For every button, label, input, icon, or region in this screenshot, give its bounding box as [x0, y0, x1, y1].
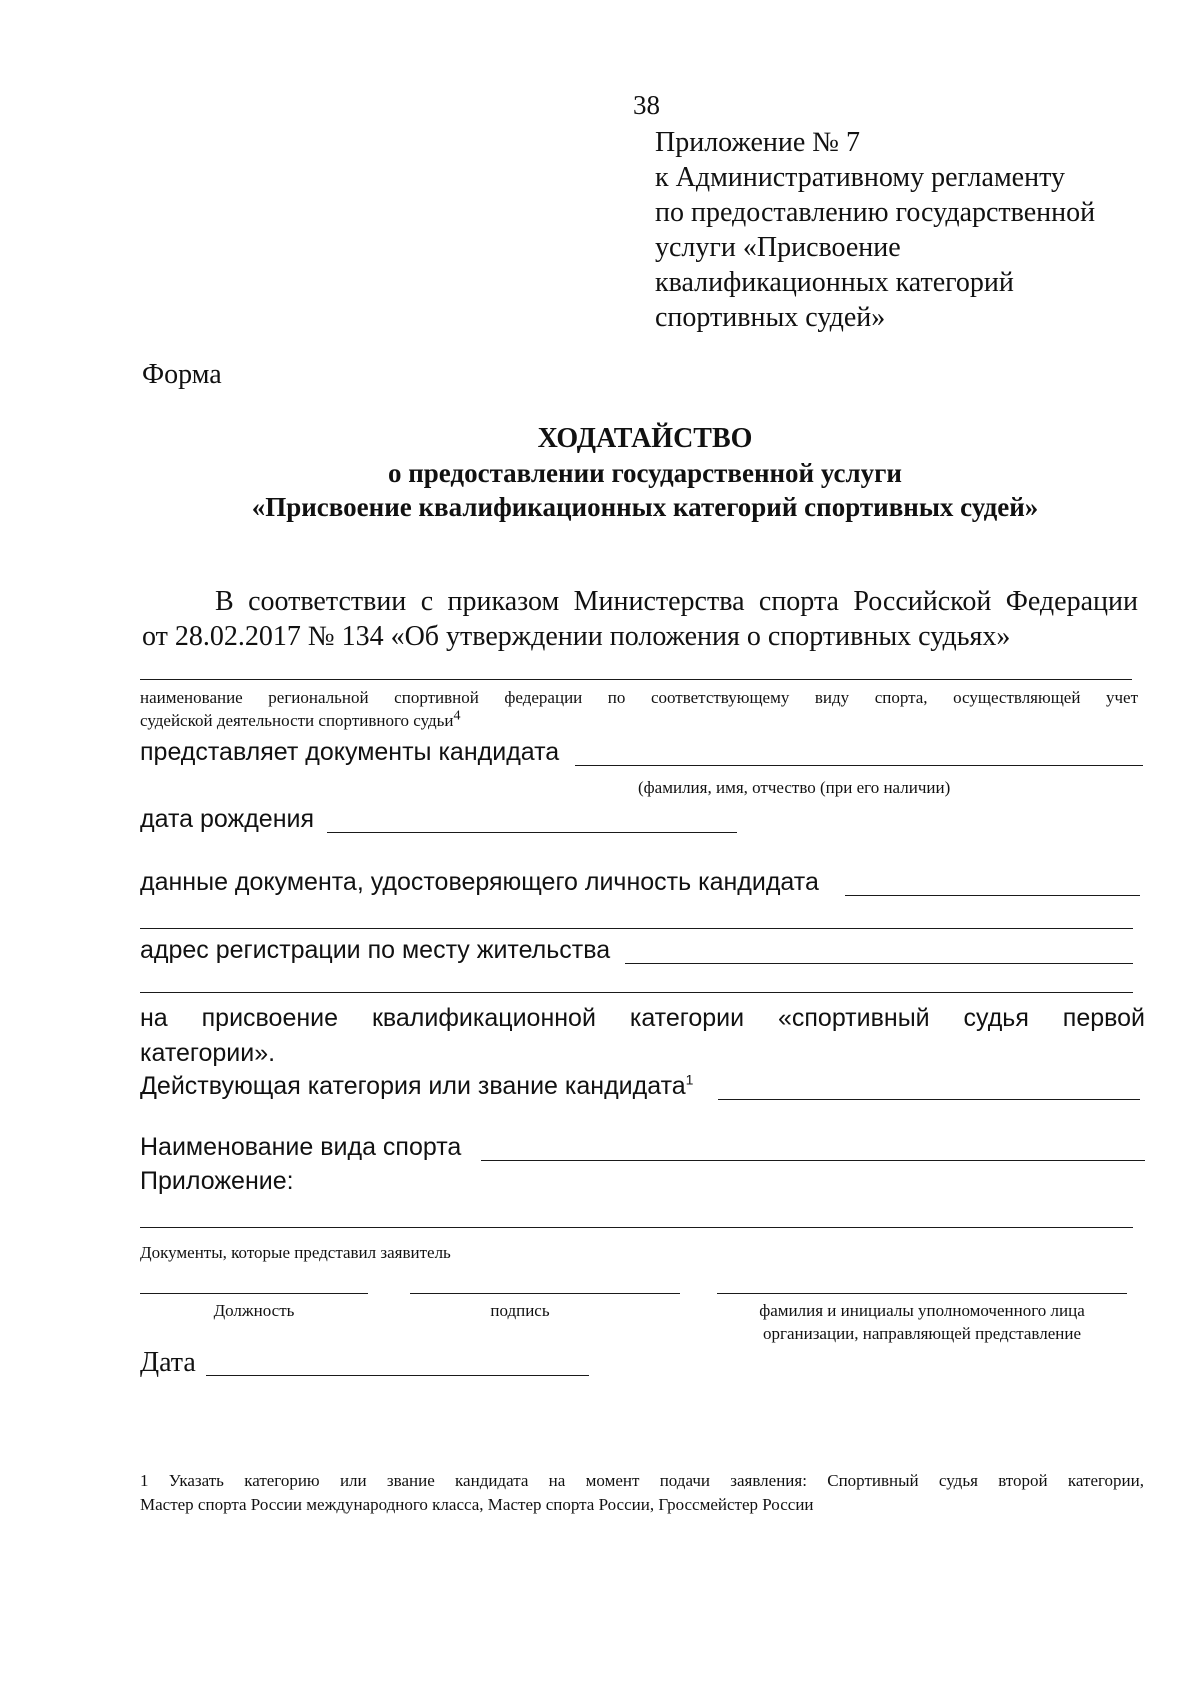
federation-caption-line-1: наименование региональной спортивной федерации по соответствующему виду спорта, осуществляющей учет — [140, 688, 1138, 707]
federation-caption-line-2 — [140, 708, 461, 731]
id-document-field-continued[interactable] — [140, 928, 1133, 929]
attachment-label: Приложение: — [140, 1167, 294, 1195]
assignment-line-2: категории». — [140, 1039, 276, 1067]
id-document-field[interactable] — [845, 895, 1140, 896]
current-category-text: Действующая категория или звание кандидата — [140, 1072, 686, 1100]
address-field[interactable] — [625, 963, 1133, 964]
appendix-block — [655, 125, 1095, 335]
appendix-line: квалификационных категорий — [655, 267, 1014, 298]
current-category-field[interactable] — [718, 1099, 1140, 1100]
appendix-line: Приложение № 7 — [655, 127, 860, 158]
documents-caption: Документы, которые представил заявитель — [140, 1243, 451, 1262]
page-number: 38 — [633, 90, 660, 120]
appendix-line: по предоставлению государственной — [655, 197, 1096, 228]
birth-date-field[interactable] — [327, 832, 737, 833]
position-field[interactable] — [140, 1293, 368, 1294]
intro-line-2: от 28.02.2017 № 134 «Об утверждении положения о спортивных судьях» — [142, 621, 1011, 652]
intro-line-1: В соответствии с приказом Министерства спорта Российской Федерации — [215, 586, 1138, 617]
candidate-docs-label: представляет документы кандидата — [140, 738, 560, 766]
candidate-name-field[interactable] — [575, 765, 1143, 766]
date-label: Дата — [140, 1347, 196, 1378]
footnote-ref: 4 — [453, 708, 461, 724]
assignment-line-1: на присвоение квалификационной категории «спортивный судья первой — [140, 1004, 1145, 1032]
footnote-line-2: Мастер спорта России международного класса, Мастер спорта России, Гроссмейстер России — [140, 1495, 814, 1514]
position-caption: Должность — [213, 1301, 295, 1320]
candidate-name-caption: (фамилия, имя, отчество (при его наличии) — [638, 778, 951, 797]
form-label: Форма — [142, 359, 222, 390]
appendix-line: услуги «Присвоение — [655, 232, 901, 263]
address-field-continued[interactable] — [140, 992, 1133, 993]
document-title: ХОДАТАЙСТВО — [537, 423, 753, 454]
attachment-field[interactable] — [140, 1227, 1133, 1228]
authorized-name-field[interactable] — [717, 1293, 1127, 1294]
sport-name-field[interactable] — [481, 1160, 1145, 1161]
federation-caption-text: судейской деятельности спортивного судьи — [140, 711, 454, 730]
document-subtitle: о предоставлении государственной услуги — [387, 458, 902, 488]
current-category-label — [140, 1072, 693, 1101]
document-subtitle-service: «Присвоение квалификационных категорий спортивных судей» — [251, 492, 1039, 522]
signature-field[interactable] — [410, 1293, 680, 1294]
footnote-ref: 1 — [685, 1071, 694, 1088]
signature-caption: подпись — [490, 1301, 550, 1320]
appendix-line: спортивных судей» — [655, 302, 886, 333]
authorized-name-caption-2: организации, направляющей представление — [763, 1324, 1081, 1343]
sport-name-label: Наименование вида спорта — [140, 1133, 462, 1161]
date-field[interactable] — [206, 1375, 589, 1376]
id-document-label: данные документа, удостоверяющего личность кандидата — [140, 868, 819, 896]
birth-date-label: дата рождения — [140, 805, 315, 833]
address-label: адрес регистрации по месту жительства — [140, 936, 611, 964]
appendix-line: к Административному регламенту — [655, 162, 1065, 193]
authorized-name-caption-1: фамилия и инициалы уполномоченного лица — [759, 1301, 1085, 1320]
federation-name-line — [140, 679, 1132, 680]
footnote-line-1: 1 Указать категорию или звание кандидата на момент подачи заявления: Спортивный судья второй категории, — [140, 1471, 1144, 1490]
